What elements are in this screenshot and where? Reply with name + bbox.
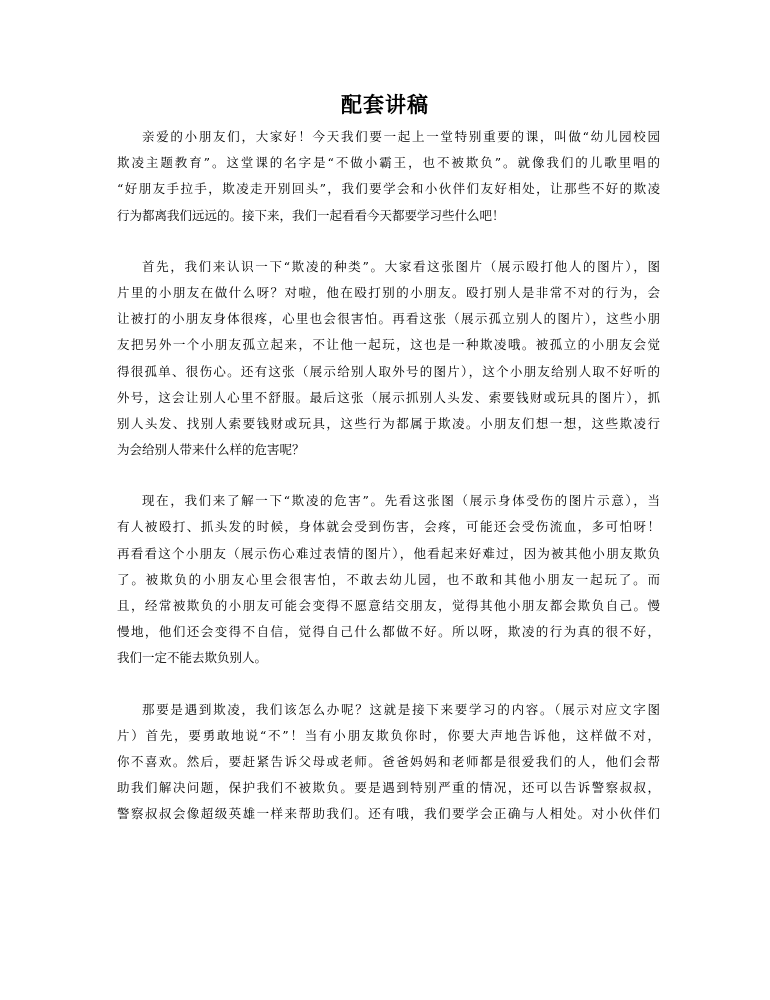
text-line: 为会给别人带来什么样的危害呢？ [117, 442, 305, 458]
text-line: 了。被欺负的小朋友心里会很害怕，不敢去幼儿园，也不敢和其他小朋友一起玩了。而 [117, 571, 660, 587]
text-line: 我们一定不能去欺负别人。 [117, 650, 268, 666]
text-line: 有人被殴打、抓头发的时候，身体就会受到伤害，会疼，可能还会受伤流血，多可怕呀！ [117, 519, 660, 535]
paragraph-what-to-do [117, 697, 660, 828]
text-line: 现在，我们来了解一下“欺凌的危害”。先看这张图（展示身体受伤的图片示意），当 [142, 493, 660, 509]
text-line: 片）首先，要勇敢地说“不”！当有小朋友欺负你时，你要大声地告诉他，这样做不对， [117, 727, 660, 743]
text-line: 你不喜欢。然后，要赶紧告诉父母或老师。爸爸妈妈和老师都是很爱我们的人，他们会帮 [117, 753, 660, 769]
text-line: 助我们解决问题，保护我们不被欺负。要是遇到特别严重的情况，还可以告诉警察叔叔， [117, 780, 660, 796]
text-line: 让被打的小朋友身体很疼，心里也会很害怕。再看这张（展示孤立别人的图片），这些小朋 [117, 311, 660, 327]
text-line: 片里的小朋友在做什么呀？对啦，他在殴打别的小朋友。殴打别人是非常不对的行为，会 [117, 284, 660, 300]
paragraph-bullying-types [117, 254, 660, 464]
document-title: 配套讲稿 [341, 92, 429, 117]
text-line: 得很孤单、很伤心。还有这张（展示给别人取外号的图片），这个小朋友给别人取不好听的 [117, 363, 660, 379]
paragraph-greeting [117, 124, 660, 229]
text-line: 警察叔叔会像超级英雄一样来帮助我们。还有哦，我们要学会正确与人相处。对小伙伴们 [117, 806, 660, 822]
text-line: 再看看这个小朋友（展示伤心难过表情的图片），他看起来好难过，因为被其他小朋友欺负 [117, 545, 660, 561]
text-line: 欺凌主题教育”。这堂课的名字是“不做小霸王，也不被欺负”。就像我们的儿歌里唱的 [117, 155, 660, 171]
text-line: 首先，我们来认识一下“欺凌的种类”。大家看这张图片（展示殴打他人的图片），图 [142, 258, 660, 274]
text-line: “好朋友手拉手，欺凌走开别回头”，我们要学会和小伙伴们友好相处，让那些不好的欺凌 [117, 181, 660, 197]
text-line: 外号，这会让别人心里不舒服。最后这张（展示抓别人头发、索要钱财或玩具的图片），抓 [117, 389, 660, 405]
text-line: 友把另外一个小朋友孤立起来，不让他一起玩，这也是一种欺凌哦。被孤立的小朋友会觉 [117, 337, 660, 353]
text-line: 亲爱的小朋友们，大家好！今天我们要一起上一堂特别重要的课，叫做“幼儿园校园 [142, 129, 660, 144]
paragraph-bullying-harm [117, 488, 660, 671]
text-line: 那要是遇到欺凌，我们该怎么办呢？这就是接下来要学习的内容。（展示对应文字图 [142, 701, 660, 717]
text-line: 行为都离我们远远的。接下来，我们一起看看今天都要学习些什么吧！ [117, 207, 505, 223]
text-line: 且，经常被欺负的小朋友可能会变得不愿意结交朋友，觉得其他小朋友都会欺负自己。慢 [117, 598, 660, 613]
text-line: 慢地，他们还会变得不自信，觉得自己什么都做不好。所以呀，欺凌的行为真的很不好， [117, 624, 660, 640]
text-line: 别人头发、找别人索要钱财或玩具，这些行为都属于欺凌。小朋友们想一想，这些欺凌行 [117, 415, 660, 431]
document-body [117, 124, 660, 853]
